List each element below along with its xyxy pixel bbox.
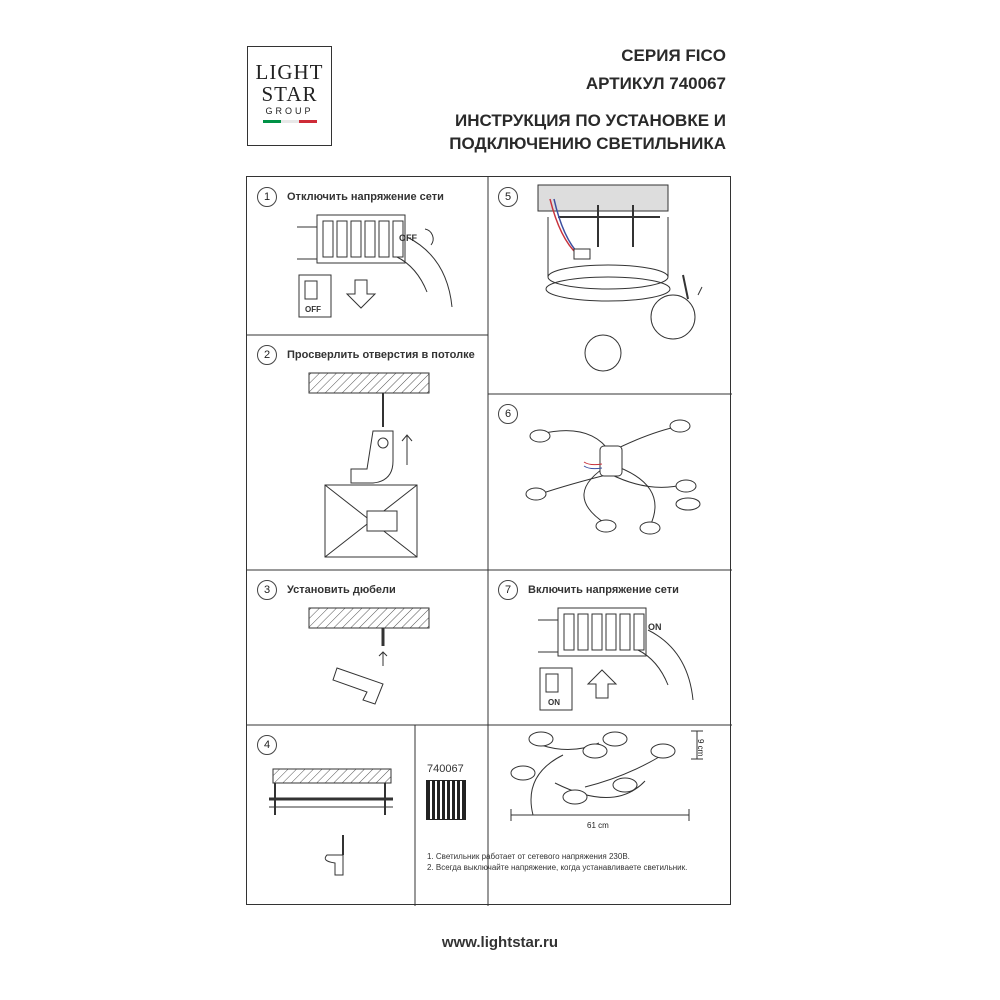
step-2-panel: [247, 335, 488, 570]
fixture-assembly-illustration: [488, 394, 732, 570]
drill-illustration: [247, 335, 488, 570]
step-number: 2: [257, 345, 277, 365]
series-title: СЕРИЯ FICO: [621, 46, 726, 65]
step-6-panel: [488, 394, 732, 570]
note-2: 2. Всегда выключайте напряжение, когда устанавливаете светильник.: [427, 863, 688, 872]
step-label: Отключить напряжение сети: [287, 191, 444, 203]
step-5-panel: [488, 177, 732, 394]
height-dimension-label: 9 cm: [696, 739, 705, 757]
instruction-grid: [246, 176, 731, 905]
mounting-bar-illustration: [247, 725, 415, 906]
breaker-on-illustration: [488, 570, 732, 725]
step-label: Установить дюбели: [287, 584, 396, 596]
switch-state-label: OFF: [399, 233, 417, 243]
step-3-panel: [247, 570, 488, 725]
italian-flag-icon: [263, 120, 317, 123]
breaker-state-label: ON: [548, 698, 560, 707]
note-1: 1. Светильник работает от сетевого напряжения 230В.: [427, 852, 630, 861]
breaker-state-label: OFF: [305, 305, 321, 314]
step-number: 7: [498, 580, 518, 600]
step-number: 1: [257, 187, 277, 207]
logo-line-1: LIGHT: [255, 60, 324, 84]
wiring-illustration: [488, 177, 732, 394]
step-label: Включить напряжение сети: [528, 584, 679, 596]
logo-line-2: STAR: [261, 82, 318, 106]
step-number: 4: [257, 735, 277, 755]
breaker-off-illustration: [247, 177, 488, 335]
product-info-panel: [415, 725, 732, 906]
instruction-title-line-2: ПОДКЛЮЧЕНИЮ СВЕТИЛЬНИКА: [449, 134, 726, 153]
notes: [427, 851, 727, 873]
step-number: 5: [498, 187, 518, 207]
dimension-drawing: [415, 725, 732, 906]
step-7-panel: [488, 570, 732, 725]
website-link[interactable]: www.lightstar.ru: [441, 934, 559, 951]
step-4-panel: [247, 725, 415, 906]
instruction-title-line-1: ИНСТРУКЦИЯ ПО УСТАНОВКЕ И: [455, 111, 726, 130]
step-label: Просверлить отверстия в потолке: [287, 349, 475, 361]
step-1-panel: [247, 177, 488, 335]
switch-state-label: ON: [648, 622, 662, 632]
step-number: 6: [498, 404, 518, 424]
step-number: 3: [257, 580, 277, 600]
logo-line-3: GROUP: [265, 106, 314, 116]
article-title: АРТИКУЛ 740067: [585, 74, 726, 93]
brand-logo: [247, 46, 332, 146]
width-dimension-label: 61 cm: [587, 821, 609, 830]
product-article: 740067: [427, 763, 464, 775]
dowel-illustration: [247, 570, 488, 725]
